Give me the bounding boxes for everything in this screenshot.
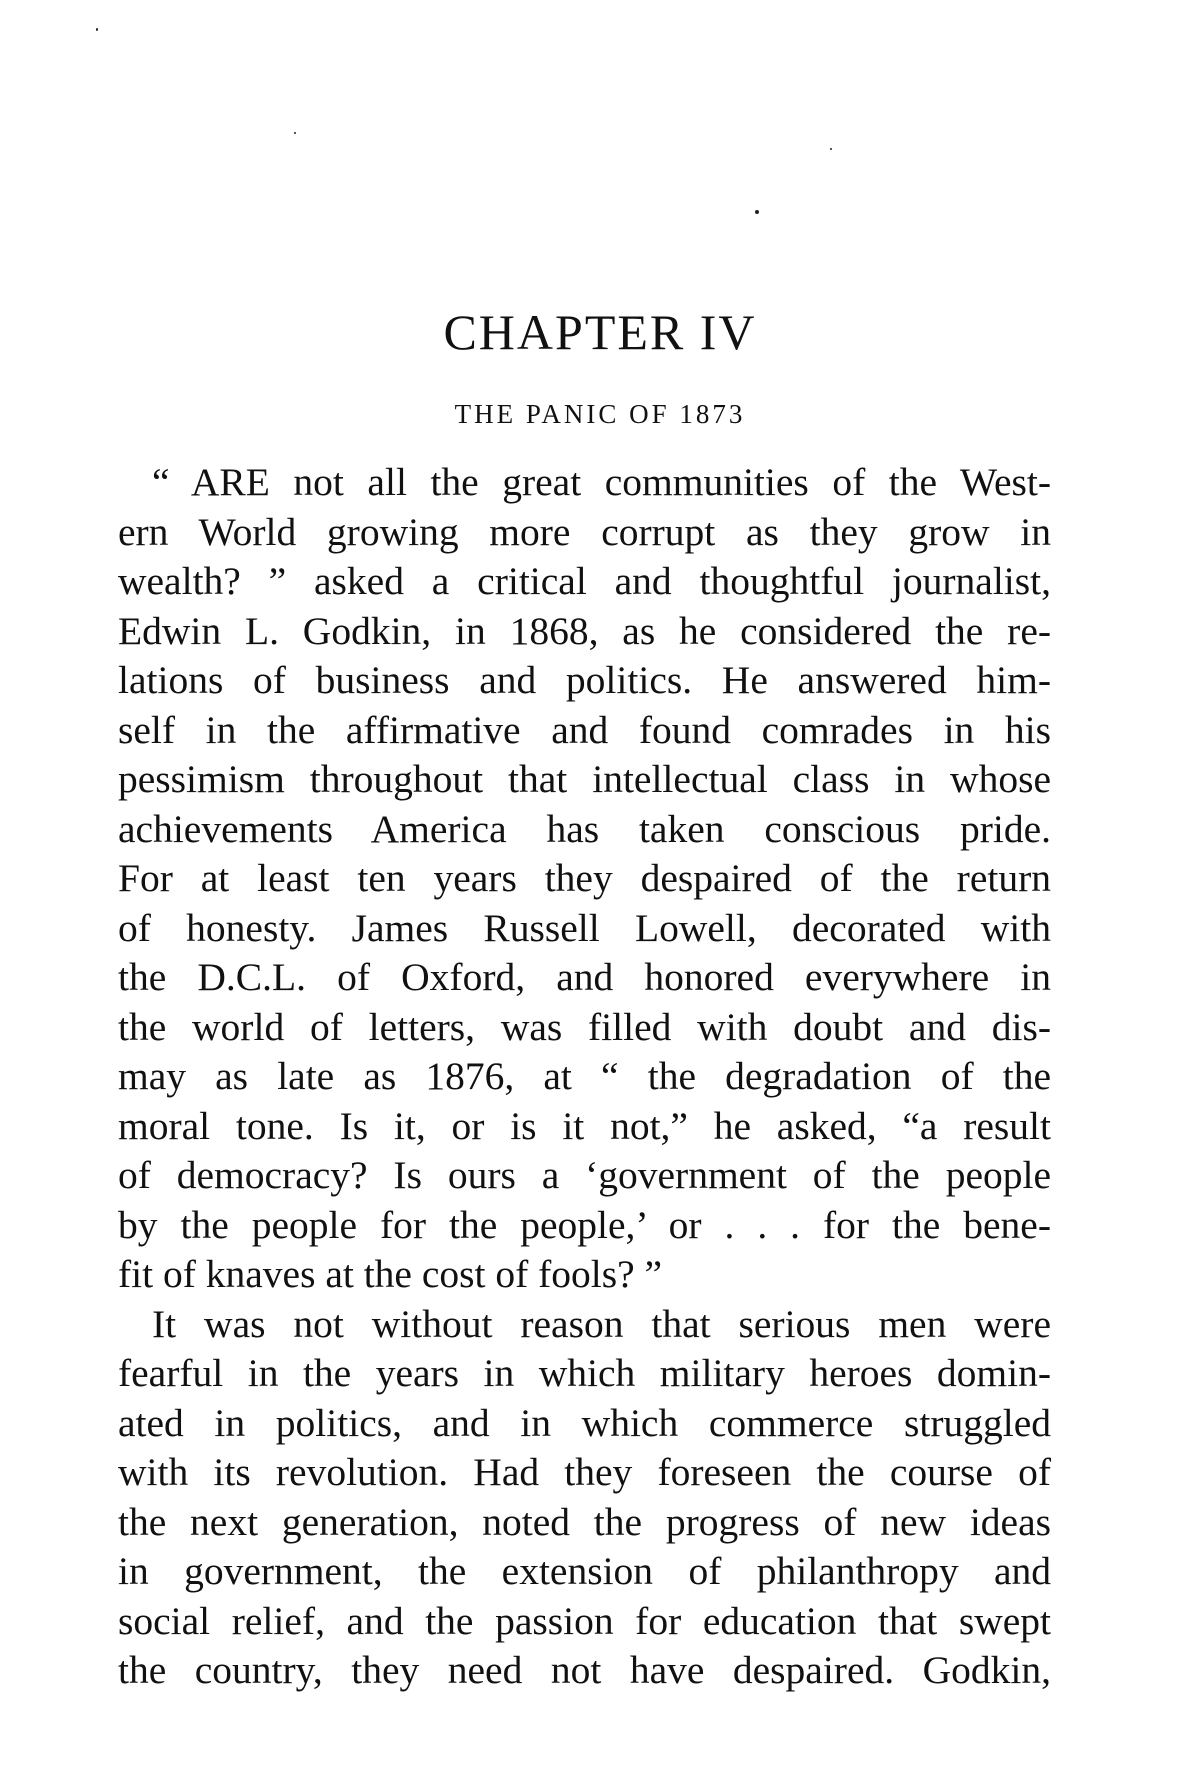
text-line: of honesty. James Russell Lowell, decorated with (118, 905, 1051, 950)
text-line: the next generation, noted the progress of new ideas (118, 1499, 1051, 1544)
text-line: social relief, and the passion for education that swept (118, 1598, 1051, 1643)
text-line: lations of business and politics. He answered him- (118, 658, 1051, 702)
paragraph-2 (118, 1300, 1051, 1696)
text-line: the world of letters, was filled with doubt and dis- (118, 1004, 1051, 1049)
text-line: “ ARE not all the great communities of the West- (152, 460, 1051, 504)
text-line: wealth? ” asked a critical and thoughtful journalist, (118, 559, 1051, 603)
text-line: ated in politics, and in which commerce struggled (118, 1400, 1051, 1445)
paragraph-1 (118, 458, 1051, 1300)
scan-speck (830, 148, 832, 150)
text-line: by the people for the people,’ or . . . for the bene- (118, 1202, 1051, 1247)
text-line: ern World growing more corrupt as they grow in (118, 509, 1051, 554)
text-line: of democracy? Is ours a ‘government of the people (118, 1153, 1051, 1197)
text-line: fit of knaves at the cost of fools? ” (118, 1252, 663, 1296)
text-line: self in the affirmative and found comrades in his (118, 707, 1051, 752)
text-line: in government, the extension of philanthropy and (118, 1549, 1051, 1593)
text-line: Edwin L. Godkin, in 1868, as he considered the re- (118, 608, 1051, 653)
text-line: It was not without reason that serious men were (152, 1301, 1051, 1346)
text-line: For at least ten years they despaired of the return (118, 856, 1051, 900)
scan-speck (294, 132, 296, 134)
text-line: the D.C.L. of Oxford, and honored everywhere in (118, 955, 1051, 999)
text-line: pessimism throughout that intellectual class in whose (118, 757, 1051, 801)
text-line: with its revolution. Had they foreseen the course of (118, 1450, 1051, 1494)
chapter-subtitle: THE PANIC OF 1873 (454, 399, 746, 429)
text-line: may as late as 1876, at “ the degradation of the (118, 1054, 1051, 1098)
scan-speck (96, 28, 98, 31)
scan-speck (755, 210, 759, 214)
text-line: moral tone. Is it, or is it not,” he asked, “a result (118, 1103, 1051, 1148)
body-text (118, 458, 1051, 1696)
text-line: fearful in the years in which military heroes domin- (118, 1351, 1051, 1395)
text-line: achievements America has taken conscious pride. (118, 806, 1051, 851)
text-line: the country, they need not have despaired. Godkin, (118, 1648, 1051, 1692)
chapter-title: CHAPTER IV (443, 304, 757, 360)
